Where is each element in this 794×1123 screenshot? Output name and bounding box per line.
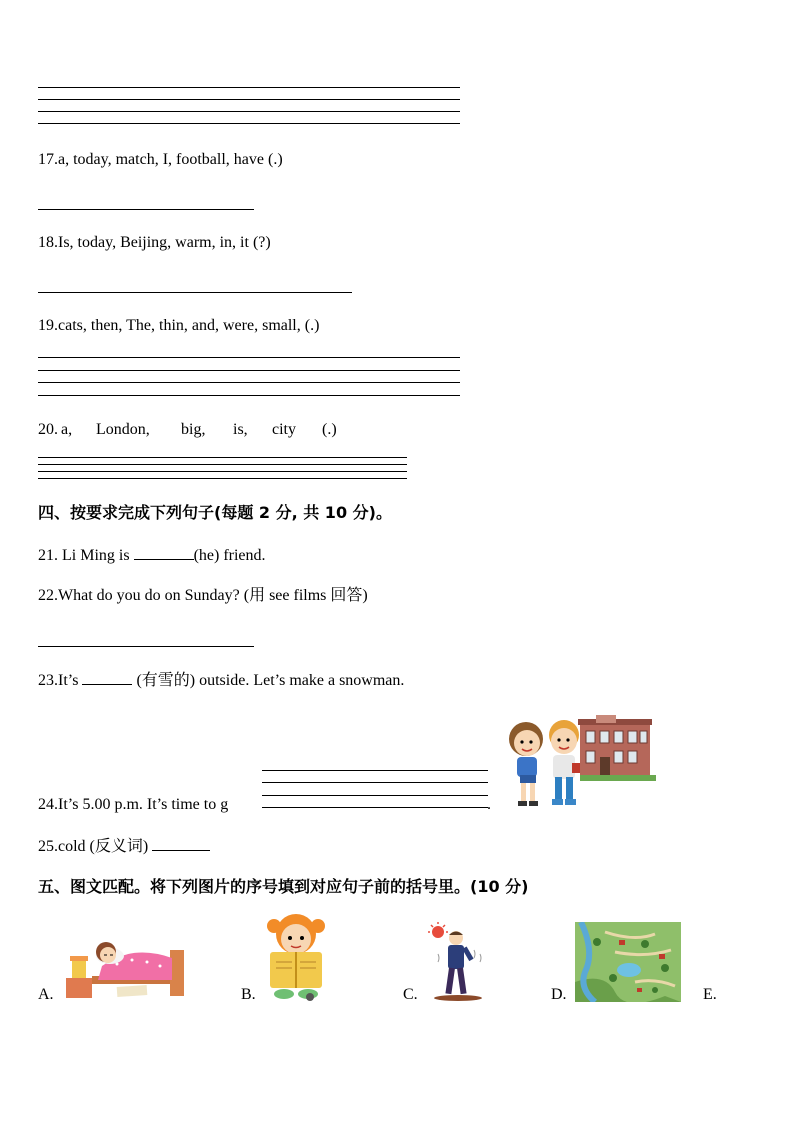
answer-line[interactable]: [38, 457, 407, 458]
answer-line[interactable]: [38, 464, 407, 465]
question-18: 18.Is, today, Beijing, warm, in, it (?): [38, 234, 271, 251]
question-22: 22.What do you do on Sunday? (用 see films 回答): [38, 587, 368, 604]
option-a-letter: A.: [38, 986, 54, 1003]
question-25-text: 25.cold (反义词): [38, 838, 153, 855]
question-25: [38, 836, 210, 857]
answer-line[interactable]: [262, 807, 488, 808]
question-20-word: big,: [181, 421, 206, 438]
answer-blank[interactable]: [82, 670, 132, 685]
park-map-icon: [575, 922, 681, 1002]
answer-blank[interactable]: [152, 836, 210, 851]
question-17: 17.a, today, match, I, football, have (.): [38, 151, 283, 168]
question-23-text: 23.It’s: [38, 672, 83, 689]
answer-line[interactable]: [262, 782, 488, 783]
answer-line: [38, 99, 460, 100]
answer-line: [38, 111, 460, 112]
question-20-word: city: [272, 421, 296, 438]
question-24: 24.It’s 5.00 p.m. It’s time to g: [38, 796, 229, 813]
question-20-word: (.): [322, 421, 337, 438]
answer-line: [38, 87, 460, 88]
question-24-end: .: [487, 796, 491, 813]
option-c-letter: C.: [403, 986, 418, 1003]
children-school-icon: [500, 713, 656, 811]
section-5-heading: 五、图文匹配。将下列图片的序号填到对应句子前的括号里。(10 分): [38, 877, 529, 896]
answer-line[interactable]: [38, 357, 460, 358]
section-4-heading: 四、按要求完成下列句子(每题 2 分, 共 10 分)。: [38, 503, 392, 522]
question-23-text-after: (有雪的) outside. Let’s make a snowman.: [132, 672, 405, 689]
question-20-word: is,: [233, 421, 248, 438]
girl-sleeping-in-bed-icon: [62, 930, 186, 1000]
answer-line[interactable]: [38, 382, 460, 383]
answer-line[interactable]: [262, 795, 488, 796]
answer-line[interactable]: [38, 292, 352, 293]
question-20-word: a,: [61, 421, 73, 438]
answer-line[interactable]: [38, 646, 254, 647]
question-21: [38, 545, 266, 566]
answer-blank[interactable]: [134, 545, 194, 560]
option-d-letter: D.: [551, 986, 567, 1003]
answer-line[interactable]: [38, 471, 407, 472]
option-b-letter: B.: [241, 986, 256, 1003]
answer-line[interactable]: [38, 209, 254, 210]
option-e-letter: E.: [703, 986, 717, 1003]
man-hot-sun-icon: [428, 922, 500, 1002]
answer-line[interactable]: [38, 395, 460, 396]
question-21-text-after: (he) friend.: [193, 547, 266, 564]
question-23: [38, 670, 404, 691]
answer-line: [38, 123, 460, 124]
question-20-word: London,: [96, 421, 150, 438]
question-21-text: 21. Li Ming is: [38, 547, 134, 564]
question-19: 19.cats, then, The, thin, and, were, small, (.): [38, 317, 320, 334]
answer-line[interactable]: [38, 370, 460, 371]
answer-line[interactable]: [262, 770, 488, 771]
girl-reading-book-icon: [264, 912, 328, 1002]
question-20-number: 20.: [38, 421, 58, 438]
answer-line[interactable]: [38, 478, 407, 479]
